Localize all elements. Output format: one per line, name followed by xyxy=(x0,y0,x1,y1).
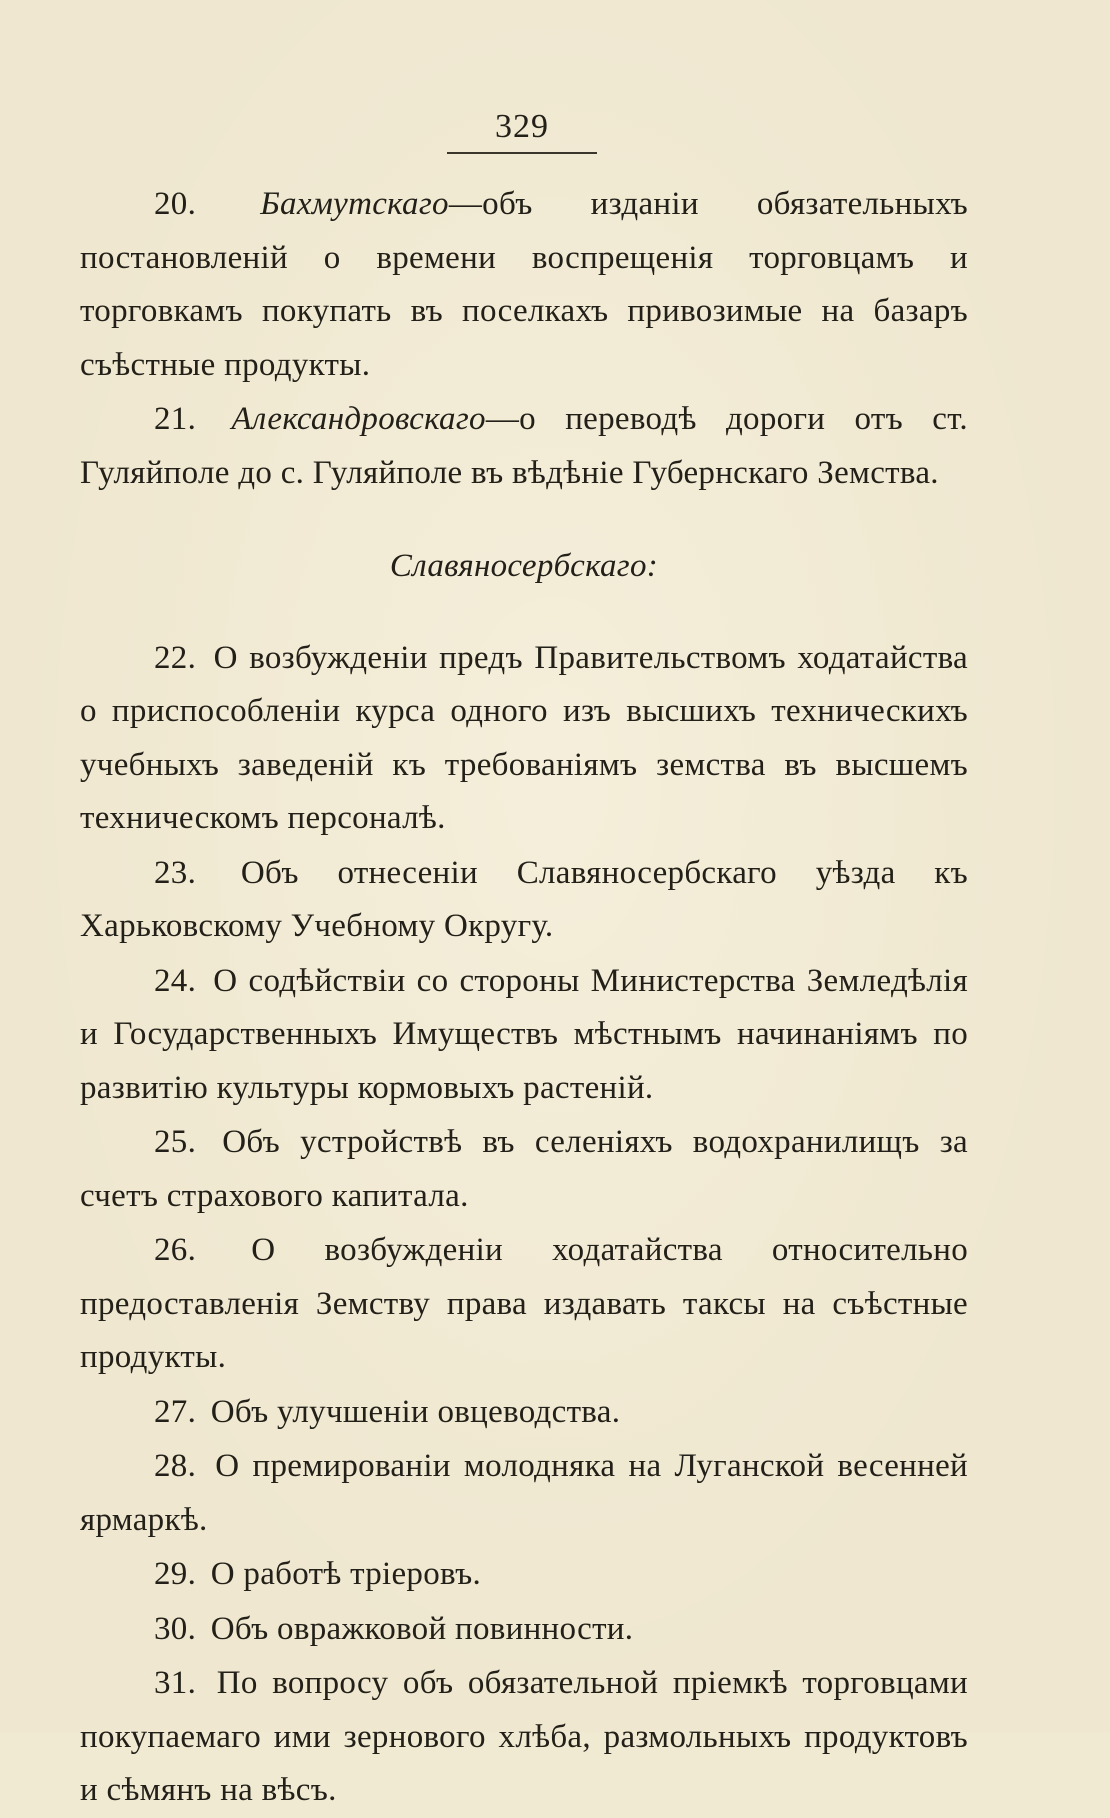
district-name: Бахмутскаго xyxy=(260,186,449,222)
item-text: —о переводѣ дороги отъ ст. Гуляйполе до с. Гуляйполе въ вѣдѣніе Губернскаго Земства. xyxy=(80,401,968,491)
item-text: О содѣйствіи со стороны Министерства Земледѣлія и Государственныхъ Имуществъ мѣстнымъ начинаніямъ по развитію культуры кормовыхъ растеній. xyxy=(80,962,968,1106)
list-item-26 xyxy=(80,1224,968,1385)
item-text: Объ улучшеніи овцеводства. xyxy=(210,1393,621,1430)
item-text: Объ овражковой повинности. xyxy=(210,1610,634,1647)
item-text: О работѣ тріеровъ. xyxy=(210,1556,482,1592)
list-item-23 xyxy=(80,847,968,954)
item-number: 23. xyxy=(154,854,197,891)
item-text: Объ отнесеніи Славяносербскаго уѣзда къ Харьковскому Учебному Округу. xyxy=(80,854,968,944)
section-heading: Славяносербскаго: xyxy=(389,548,659,584)
item-number: 28. xyxy=(154,1448,197,1484)
item-text: По вопросу объ обязательной пріемкѣ торговцами покупаемаго ими зернового хлѣба, размольныхъ продуктовъ и сѣмянъ на вѣсъ. xyxy=(80,1665,968,1808)
list-item-30 xyxy=(80,1603,968,1657)
item-number: 20. xyxy=(154,186,197,222)
item-number: 29. xyxy=(154,1556,197,1592)
item-text: О возбужденіи предъ Правительствомъ ходатайства о приспособленіи курса одного изъ высшихъ техническихъ учебныхъ заведеній къ требованіямъ земства въ высшемъ техническомъ персоналѣ. xyxy=(80,639,968,836)
item-text: Объ устройствѣ въ селеніяхъ водохранилищъ за счетъ страхового капитала. xyxy=(80,1124,968,1214)
list-item-22 xyxy=(80,632,968,846)
item-number: 27. xyxy=(154,1393,197,1430)
item-number: 31. xyxy=(154,1665,197,1701)
item-number: 24. xyxy=(154,962,197,999)
item-number: 21. xyxy=(154,401,197,437)
list-item-24 xyxy=(80,955,968,1116)
item-number: 25. xyxy=(154,1124,197,1160)
item-number: 30. xyxy=(154,1610,197,1647)
list-item-25 xyxy=(80,1116,968,1223)
list-item-27 xyxy=(80,1386,968,1440)
item-text: —объ изданіи обязательныхъ постановленій о времени воспрещенія торговцамъ и торговкамъ покупать въ поселкахъ привозимые на базаръ съѣстные продукты. xyxy=(80,186,968,383)
list-item-20 xyxy=(80,178,968,392)
list-item-31 xyxy=(80,1657,968,1818)
district-name: Александровскаго xyxy=(231,401,486,437)
item-number: 26. xyxy=(154,1232,197,1268)
page-body xyxy=(80,178,968,1818)
item-text: О премированіи молодняка на Луганской весенней ярмаркѣ. xyxy=(80,1448,968,1538)
page-number: 329 xyxy=(447,108,597,154)
item-text: О возбужденіи ходатайства относительно предоставленія Земству права издавать таксы на съѣстные продукты. xyxy=(80,1232,968,1375)
list-item-29 xyxy=(80,1548,968,1602)
list-item-28 xyxy=(80,1440,968,1547)
item-number: 22. xyxy=(154,639,197,676)
list-item-21 xyxy=(80,393,968,500)
